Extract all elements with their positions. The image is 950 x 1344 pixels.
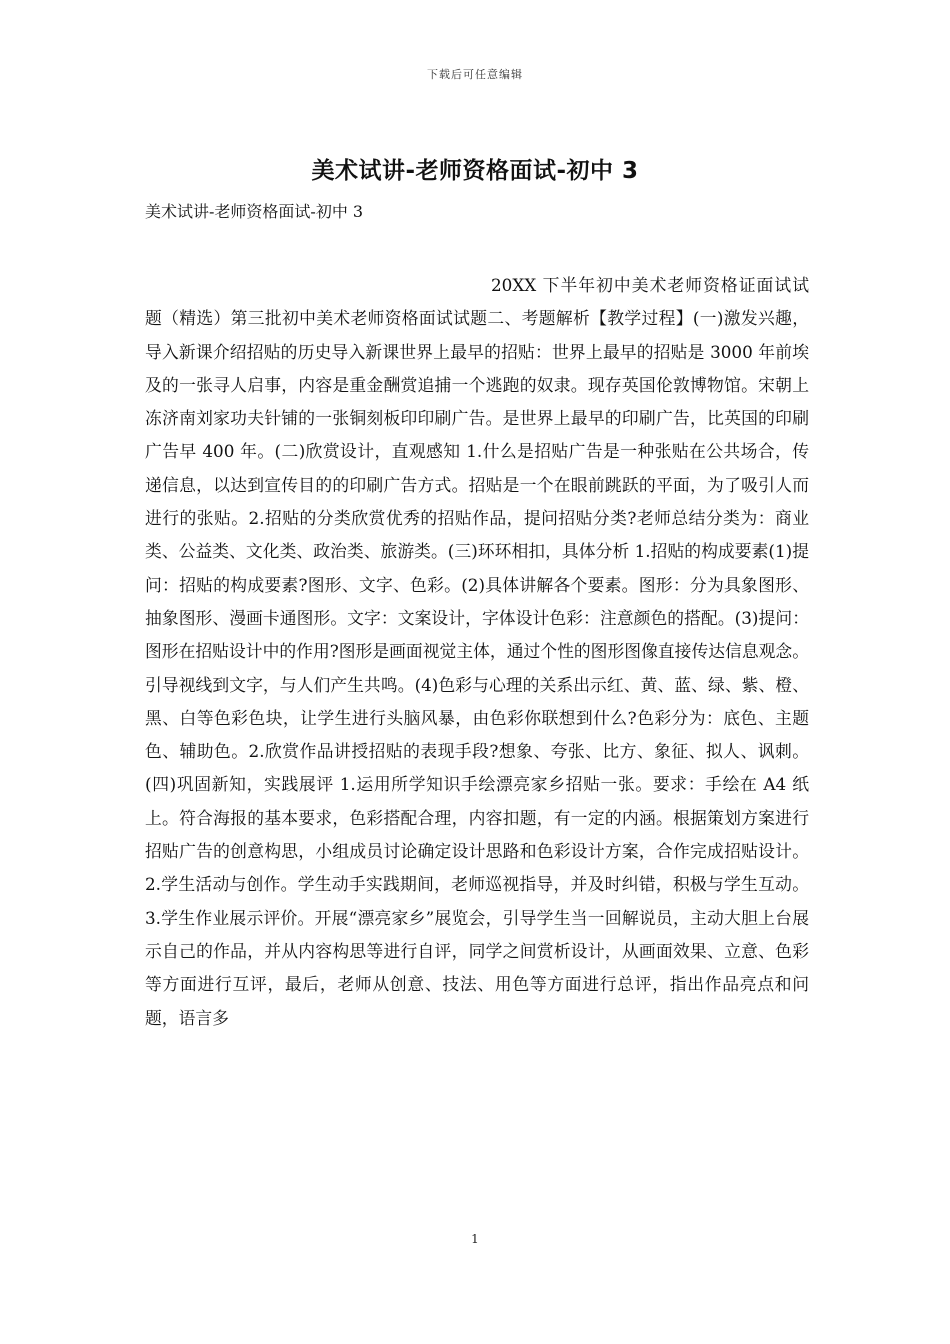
document-title: 美术试讲-老师资格面试-初中 3 [311,158,639,184]
document-subtitle: 美术试讲-老师资格面试-初中 3 [145,202,364,221]
document-body-paragraph: 20XX 下半年初中美术老师资格证面试试题（精选）第三批初中美术老师资格面试试题二、考题解析【教学过程】(一)激发兴趣，导入新课介绍招贴的历史导入新课世界上最早的招贴：世界上最早的招贴是 3000 年前埃及的一张寻人启事，内容是重金酬赏追捕一个逃跑的奴隶。现存英国伦敦博物馆。宋朝上冻济南刘家功夫针铺的一张铜刻板印印刷广告。是世界上最早的印刷广告，比英国的印刷广告早 400 年。(二)欣赏设计，直观感知 1.什么是招贴广告是一种张贴在公共场合，传递信息，以达到宣传目的的印刷广告方式。招贴是一个在眼前跳跃的平面，为了吸引人而进行的张贴。2.招贴的分类欣赏优秀的招贴作品，提问招贴分类?老师总结分类为：商业类、公益类、文化类、政治类、旅游类。(三)环环相扣，具体分析 1.招贴的构成要素(1)提问：招贴的构成要素?图形、文字、色彩。(2)具体讲解各个要素。图形：分为具象图形、抽象图形、漫画卡通图形。文字：文案设计，字体设计色彩：注意颜色的搭配。(3)提问：图形在招贴设计中的作用?图形是画面视觉主体，通过个性的图形图像直接传达信息观念。引导视线到文字，与人们产生共鸣。(4)色彩与心理的关系出示红、黄、蓝、绿、紫、橙、黑、白等色彩色块，让学生进行头脑风暴，由色彩你联想到什么?色彩分为：底色、主题色、辅助色。2.欣赏作品讲授招贴的表现手段?想象、夸张、比方、象征、拟人、讽刺。(四)巩固新知，实践展评 1.运用所学知识手绘漂亮家乡招贴一张。要求：手绘在 A4 纸上。符合海报的基本要求，色彩搭配合理，内容扣题，有一定的内涵。根据策划方案进行招贴广告的创意构思，小组成员讨论确定设计思路和色彩设计方案，合作完成招贴设计。2.学生活动与创作。学生动手实践期间，老师巡视指导，并及时纠错，积极与学生互动。3.学生作业展示评价。开展“漂亮家乡”展览会，引导学生当一回解说员，主动大胆上台展示自己的作品，并从内容构思等进行自评，同学之间赏析设计，从画面效果、立意、色彩等方面进行互评，最后，老师从创意、技法、用色等方面进行总评，指出作品亮点和问题，语言多 [145,275,809,1028]
page-header-note: 下载后可任意编辑 [427,68,523,81]
page-number: 1 [471,1232,479,1246]
